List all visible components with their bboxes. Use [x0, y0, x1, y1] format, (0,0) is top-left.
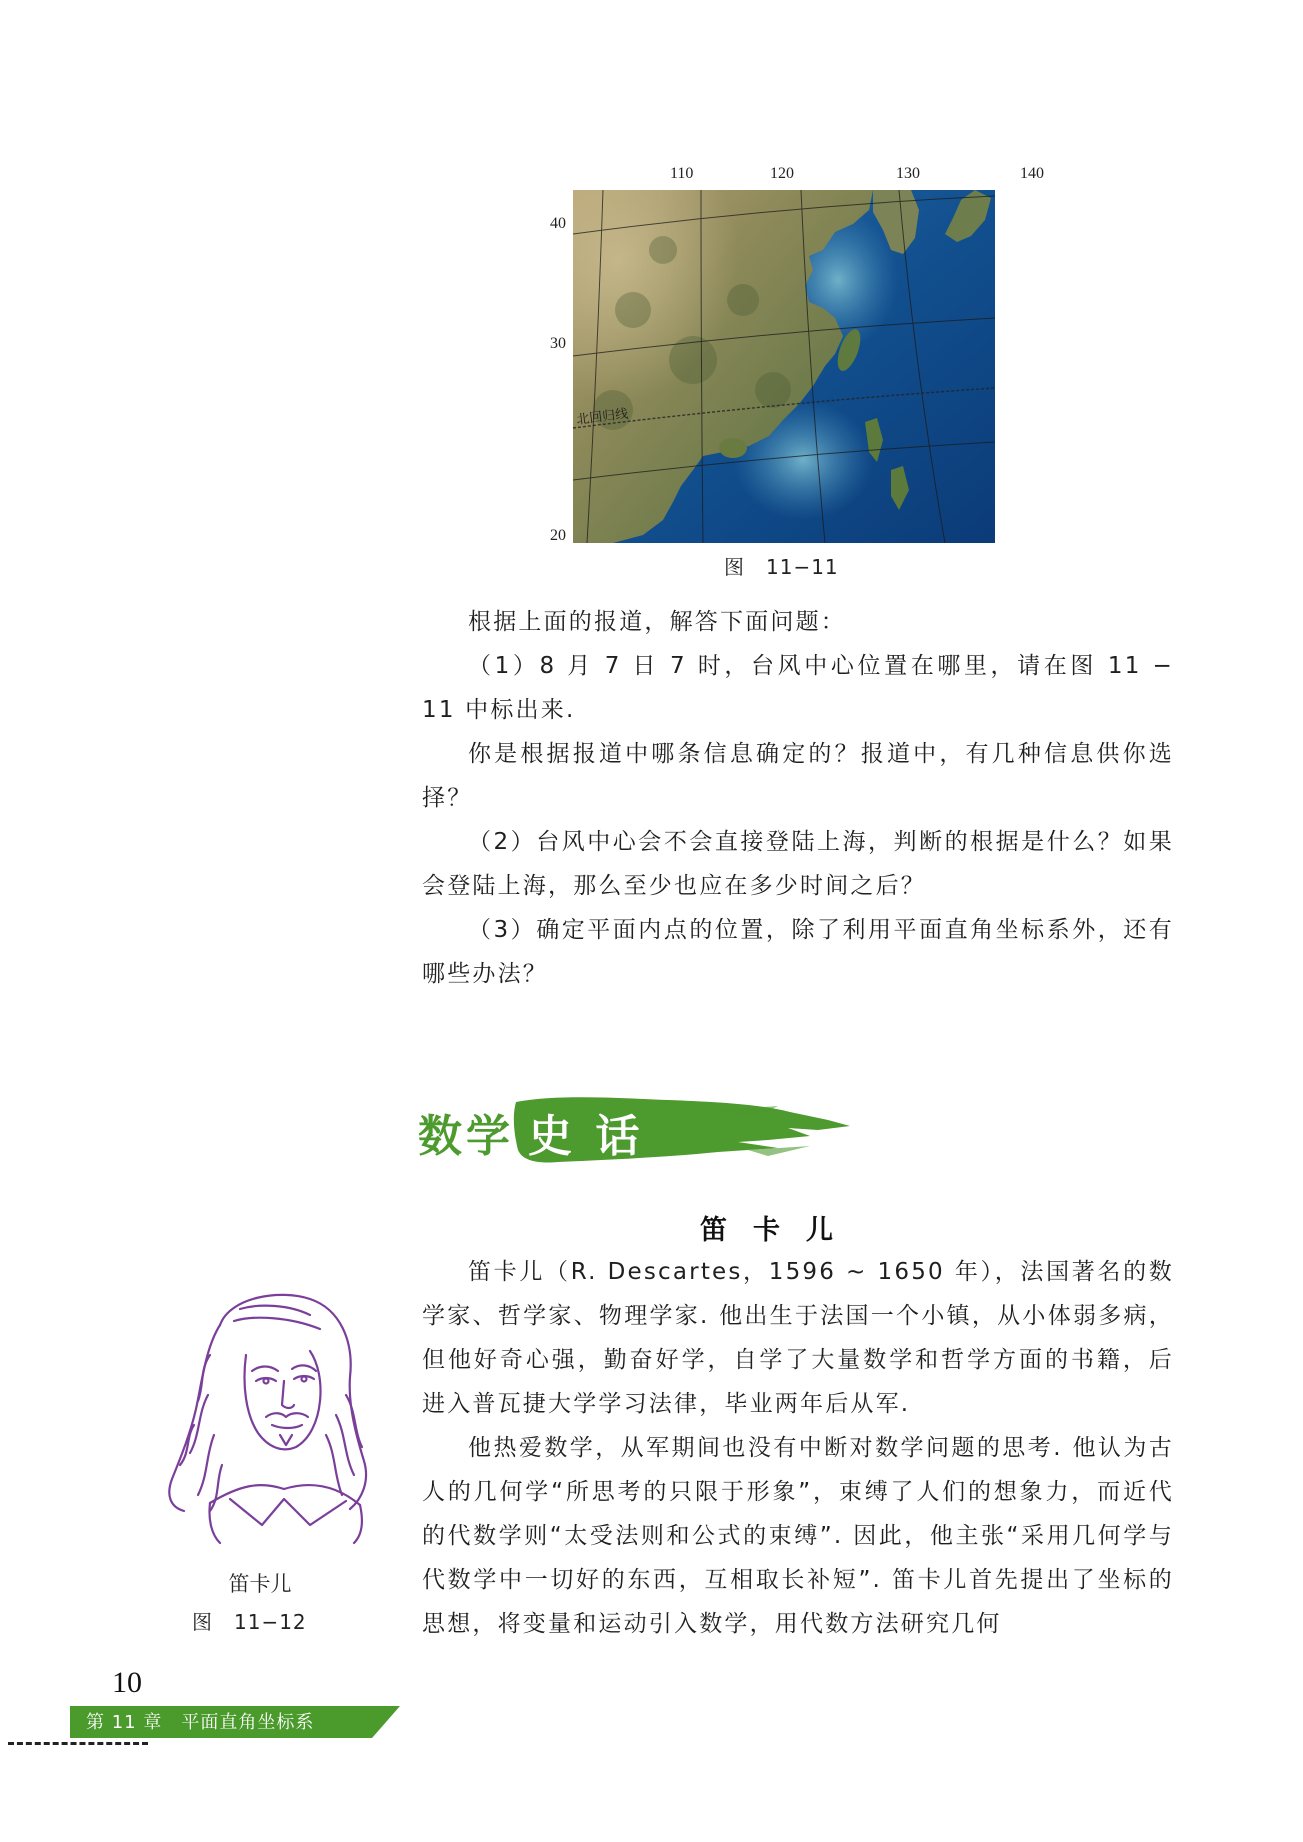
question-1-followup: 你是根据报道中哪条信息确定的？报道中，有几种信息供你选择？ [422, 741, 1174, 811]
hainan [719, 438, 747, 458]
banner-title-part1: 数学 [418, 1111, 514, 1162]
banner-title-part2: 史 话 [528, 1111, 644, 1162]
tropic-label: 北回归线 [575, 406, 630, 428]
question-3: （3）确定平面内点的位置，除了利用平面直角坐标系外，还有哪些办法？ [422, 917, 1174, 987]
question-1: （1）8 月 7 日 7 时，台风中心位置在哪里，请在图 11 − 11 中标出来. [422, 653, 1174, 723]
page-number: 10 [112, 1666, 142, 1699]
y-tick-30: 30 [550, 335, 566, 352]
question-intro: 根据上面的报道，解答下面问题： [468, 609, 846, 635]
section-banner [418, 1090, 858, 1170]
x-tick-120: 120 [770, 165, 794, 182]
x-tick-130: 130 [896, 165, 920, 182]
article-paragraph-1: 笛卡儿（R. Descartes，1596 ~ 1650 年），法国著名的数学家、哲学家、物理学家. 他出生于法国一个小镇，从小体弱多病，但他好奇心强，勤奋好学，自学了大量数学和哲学方面的书籍，后进入普瓦捷大学学习法律，毕业两年后从军. [422, 1259, 1174, 1417]
question-2: （2）台风中心会不会直接登陆上海，判断的根据是什么？如果会登陆上海，那么至少也应在多少时间之后？ [422, 829, 1174, 899]
y-tick-40: 40 [550, 215, 566, 232]
article-body [422, 1250, 1174, 1646]
y-tick-20: 20 [550, 527, 566, 544]
chapter-label: 第 11 章 平面直角坐标系 [86, 1712, 315, 1733]
satellite-map [520, 148, 1080, 548]
map-caption: 图 11−11 [724, 555, 839, 579]
portrait-name: 笛卡儿 [228, 1572, 292, 1596]
descartes-portrait [150, 1285, 390, 1545]
article-title: 笛卡儿 [700, 1215, 859, 1246]
footer-dashed-rule [8, 1742, 148, 1745]
portrait-drawing [150, 1285, 390, 1545]
x-tick-140: 140 [1020, 165, 1044, 182]
question-block [422, 600, 1174, 996]
satellite-map-figure [520, 148, 1080, 548]
portrait-caption: 图 11−12 [192, 1610, 307, 1634]
x-tick-110: 110 [670, 165, 694, 182]
article-paragraph-2: 他热爱数学，从军期间也没有中断对数学问题的思考. 他认为古人的几何学“所思考的只限于形象”，束缚了人们的想象力，而近代的代数学则“太受法则和公式的束缚”. 因此，他主张“采用几何学与代数学中一切好的东西，互相取长补短”. 笛卡儿首先提出了坐标的思想，将变量和运动引入数学，用代数方法研究几何 [422, 1435, 1174, 1637]
